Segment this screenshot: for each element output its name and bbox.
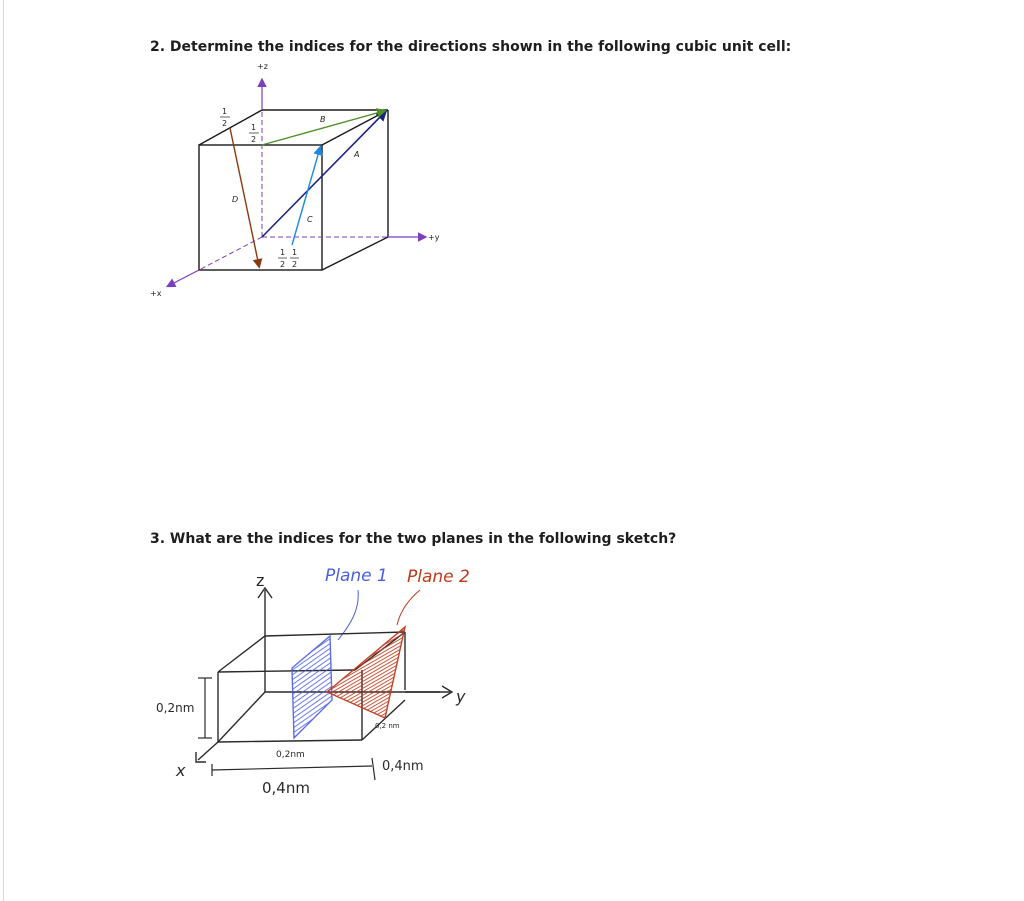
svg-text:2: 2 xyxy=(251,135,257,144)
dim-x-mid-label: 0,2nm xyxy=(276,750,305,760)
question-3-text: 3. What are the indices for the two planes in the following sketch? xyxy=(150,531,677,547)
label-C: C xyxy=(307,215,313,224)
svg-text:1: 1 xyxy=(292,248,298,257)
svg-text:2: 2 xyxy=(292,260,298,269)
dim-y-small-label: 0,2 nm xyxy=(375,722,400,730)
x-dimension xyxy=(212,758,375,780)
axis-label-y: +y xyxy=(428,233,440,242)
dim-x-full-label: 0,4nm xyxy=(262,779,310,797)
plane1-pointer xyxy=(338,590,358,640)
question-2-text: 2. Determine the indices for the directions shown in the following cubic unit cell: xyxy=(150,39,792,55)
plane-2 xyxy=(327,627,405,718)
label-D: D xyxy=(232,195,239,204)
svg-text:2: 2 xyxy=(280,260,286,269)
plane-1 xyxy=(292,636,332,738)
plane1-label: Plane 1 xyxy=(325,566,388,586)
height-dimension xyxy=(198,678,212,738)
axis-label-x: +x xyxy=(150,289,162,298)
svg-text:2: 2 xyxy=(222,119,228,128)
sketch-y-axis xyxy=(405,686,452,698)
sketch-axis-label-x: x xyxy=(176,761,186,780)
sketch-axis-label-y: y xyxy=(456,687,466,706)
sketch-x-axis xyxy=(196,742,218,762)
svg-text:1: 1 xyxy=(251,123,257,132)
dim-height-label: 0,2nm xyxy=(156,701,195,715)
sketch-axis-label-z: z xyxy=(256,571,265,590)
axis-label-z: +z xyxy=(257,62,268,71)
plane2-pointer xyxy=(397,590,420,625)
dim-y-full-label: 0,4nm xyxy=(382,759,424,774)
label-B: B xyxy=(320,115,326,124)
svg-text:1: 1 xyxy=(222,107,228,116)
plane2-label: Plane 2 xyxy=(407,567,470,587)
svg-text:1: 1 xyxy=(280,248,286,257)
label-A: A xyxy=(354,150,360,159)
